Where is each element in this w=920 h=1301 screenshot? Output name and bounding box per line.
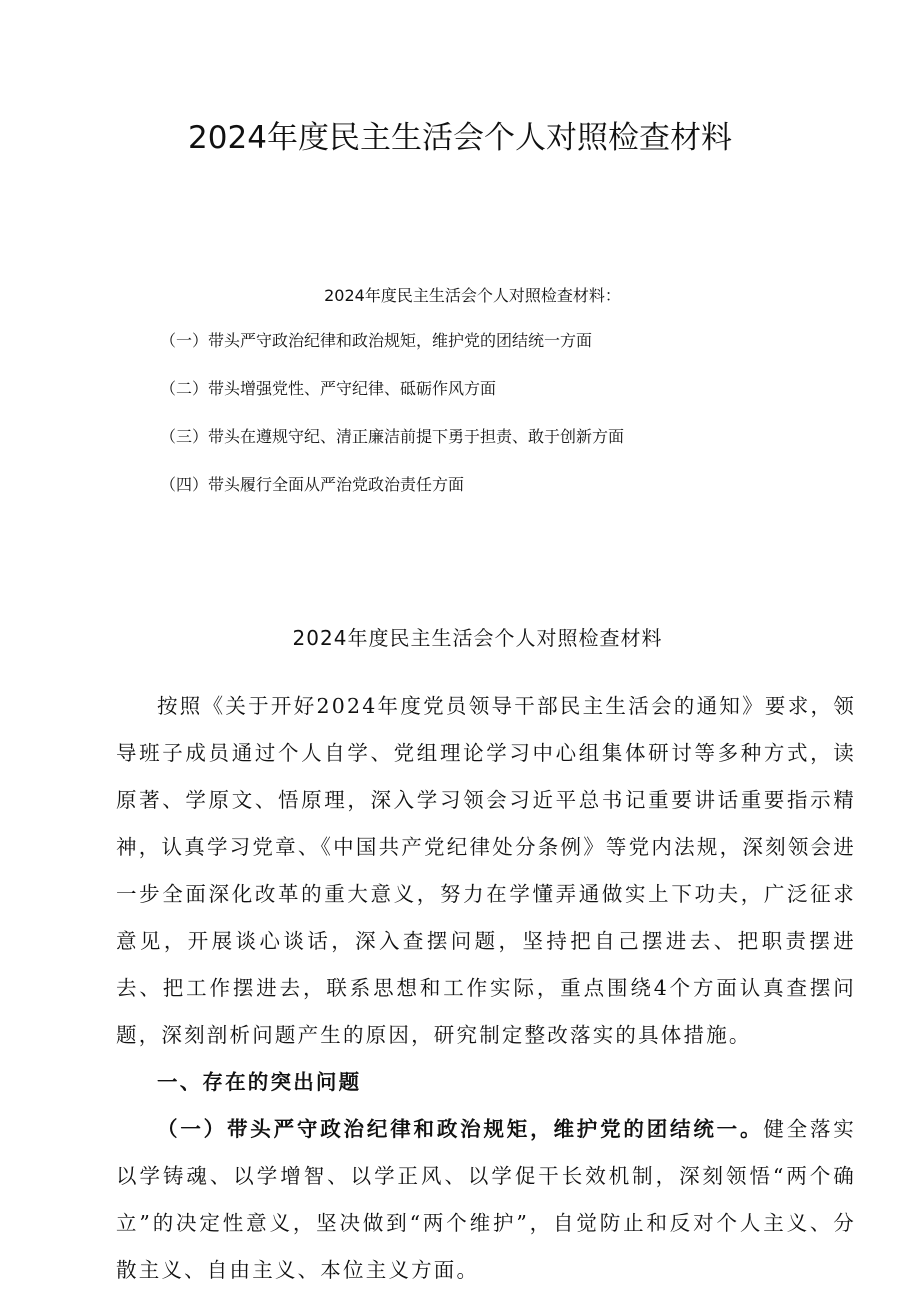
main-title: 2024年度民主生活会个人对照检查材料 <box>188 120 732 156</box>
section-one-heading: 一、存在的突出问题 <box>157 1070 362 1094</box>
body-text <box>116 683 856 1294</box>
toc-heading: 2024年度民主生活会个人对照检查材料： <box>324 286 621 305</box>
toc-item: （二）带头增强党性、严守纪律、砥砺作风方面 <box>160 379 497 398</box>
toc-item: （三）带头在遵规守纪、清正廉洁前提下勇于担责、敢于创新方面 <box>160 427 625 446</box>
subsection-one-heading: （一）带头严守政治纪律和政治规矩，维护党的团结统一。 <box>157 1117 764 1141</box>
intro-paragraph: 按照《关于开好2024年度党员领导干部民主生活会的通知》要求，领导班子成员通过个人自学、党组理论学习中心组集体研讨等多种方式，读原著、学原文、悟原理，深入学习领会习近平总书记重要讲话重要指示精神，认真学习党章、《中国共产党纪律处分条例》等党内法规，深刻领会进一步全面深化改革的重大意义，努力在学懂弄通做实上下功夫，广泛征求意见，开展谈心谈话，深入查摆问题，坚持把自己摆进去、把职责摆进去、把工作摆进去，联系思想和工作实际，重点围绕4个方面认真查摆问题，深刻剖析问题产生的原因，研究制定整改落实的具体措施。 <box>116 694 856 1047</box>
toc-item: （一）带头严守政治纪律和政治规矩，维护党的团结统一方面 <box>160 331 593 350</box>
toc-item: （四）带头履行全面从严治党政治责任方面 <box>160 475 465 494</box>
body-title: 2024年度民主生活会个人对照检查材料 <box>292 626 663 650</box>
subsection-one-paragraph <box>116 1106 856 1294</box>
toc-list <box>160 329 624 521</box>
subsection-one-text: 健全落实以学铸魂、以学增智、以学正风、以学促干长效机制，深刻领悟“两个确立”的决定性意义，坚决做到“两个维护”，自觉防止和反对个人主义、分散主义、自由主义、本位主义方面。 <box>116 1117 856 1282</box>
